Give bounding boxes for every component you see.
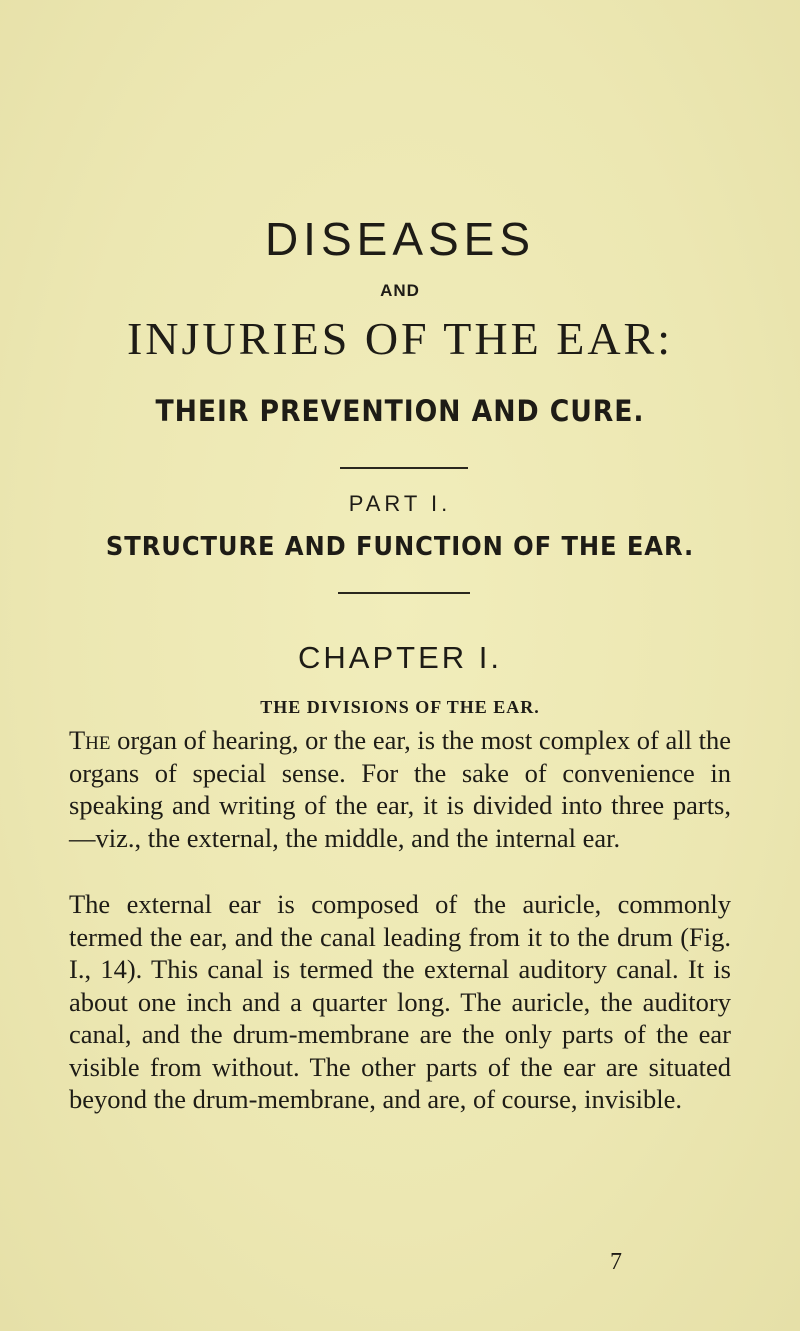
page-number: 7: [610, 1249, 622, 1275]
book-title-line1: DISEASES: [264, 213, 536, 265]
part-title: STRUCTURE AND FUNCTION OF THE EAR.: [105, 532, 695, 562]
book-title-line2: INJURIES OF THE EAR:: [126, 313, 673, 364]
part-label: PART I.: [348, 491, 452, 516]
divider-rule-top: [340, 467, 468, 469]
paragraph-lead-word: The: [69, 725, 111, 755]
chapter-subtitle: THE DIVISIONS OF THE EAR.: [260, 697, 540, 717]
paragraph-1: [69, 724, 731, 854]
paragraph-1-text: organ of hearing, or the ear, is the most complex of all the organs of special sense. For the sake of convenience in speaking and writing of the ear, it is divided into three parts,—viz., the external, the middle, and the internal ear.: [69, 725, 731, 853]
chapter-heading: CHAPTER I.: [298, 640, 502, 675]
book-tagline: THEIR PREVENTION AND CURE.: [155, 394, 645, 428]
paragraph-2: The external ear is composed of the auricle, commonly termed the ear, and the canal leading from it to the drum (Fig. I., 14). This canal is termed the external auditory canal. It is about one inch and a quarter long. The auricle, the auditory canal, and the drum-membrane are the only parts of the ear visible from without. The other parts of the ear are situated beyond the drum-membrane, and are, of course, invisible.: [69, 889, 731, 1114]
divider-rule-bottom: [338, 592, 470, 594]
book-title-conjunction: AND: [380, 281, 420, 300]
